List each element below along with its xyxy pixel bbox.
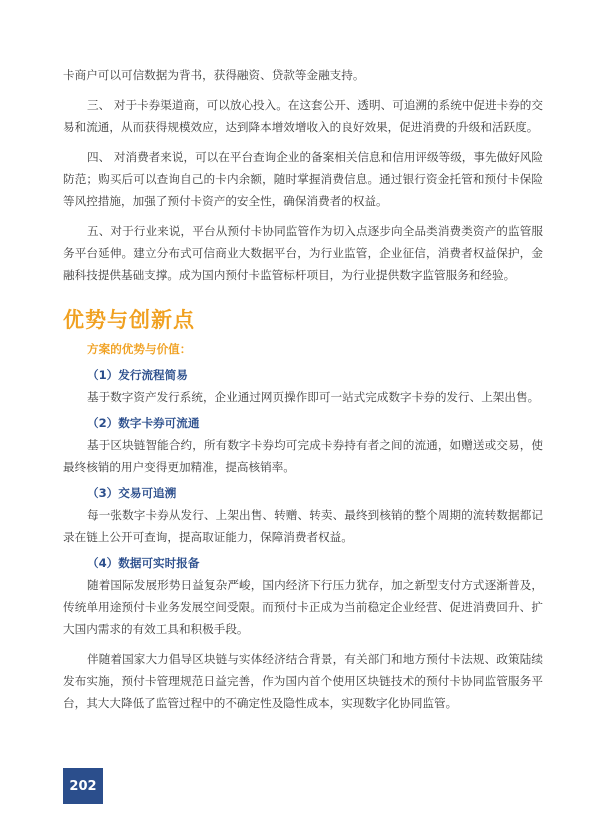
section-subtitle: 方案的优势与价值：: [87, 342, 192, 356]
item-title-4: （4）数据可实时报备: [87, 556, 200, 570]
page-number: 202: [69, 778, 97, 794]
item-title-2: （2）数字卡券可流通: [87, 416, 200, 430]
paragraph-industry: 五、对于行业来说，平台从预付卡协同监管作为切入点逐步向全品类消费类资产的监管服务平台延伸。建立分布式可信商业大数据平台，为行业监管，企业征信，消费者权益保护，金融科技提供基础支撑。成为国内预付卡监管标杆项目，为行业提供数字监管服务和经验。: [63, 224, 543, 282]
item-text-1: 基于数字资产发行系统，企业通过网页操作即可一站式完成数字卡券的发行、上架出售。: [87, 390, 540, 404]
item-title-1: （1）发行流程简易: [87, 368, 188, 382]
item-title-3: （3）交易可追溯: [87, 486, 177, 500]
item-text-2: 基于区块链智能合约，所有数字卡券均可完成卡券持有者之间的流通，如赠送或交易，使最终核销的用户变得更加精准，提高核销率。: [63, 438, 543, 474]
paragraph-continued: 卡商户可以可信数据为背书，获得融资、贷款等金融支持。: [63, 68, 365, 82]
section-title: 优势与创新点: [63, 308, 195, 332]
closing-paragraph: 伴随着国家大力倡导区块链与实体经济结合背景，有关部门和地方预付卡法规、政策陆续发布实施，预付卡管理规范日益完善，作为国内首个使用区块链技术的预付卡协同监管服务平台，其大大降低了监管过程中的不确定性及隐性成本，实现数字化协同监管。: [63, 652, 543, 710]
item-text-4: 随着国际发展形势日益复杂严峻，国内经济下行压力犹存，加之新型支付方式逐渐普及，传统单用途预付卡业务发展空间受限。而预付卡正成为当前稳定企业经营、促进消费回升、扩大国内需求的有效工具和积极手段。: [63, 578, 543, 636]
item-text-3: 每一张数字卡券从发行、上架出售、转赠、转卖、最终到核销的整个周期的流转数据都记录在链上公开可查询，提高取证能力，保障消费者权益。: [63, 508, 543, 544]
paragraph-channel-providers: 三、 对于卡券渠道商，可以放心投入。在这套公开、透明、可追溯的系统中促进卡券的交易和流通，从而获得规模效应，达到降本增效增收入的良好效果，促进消费的升级和活跃度。: [63, 98, 543, 134]
page-number-badge: [63, 768, 103, 804]
page-content: [63, 64, 543, 714]
paragraph-consumers: 四、 对消费者来说，可以在平台查询企业的备案相关信息和信用评级等级，事先做好风险防范；购买后可以查询自己的卡内余额，随时掌握消费信息。通过银行资金托管和预付卡保险等风控措施，加强了预付卡资产的安全性，确保消费者的权益。: [63, 150, 543, 208]
